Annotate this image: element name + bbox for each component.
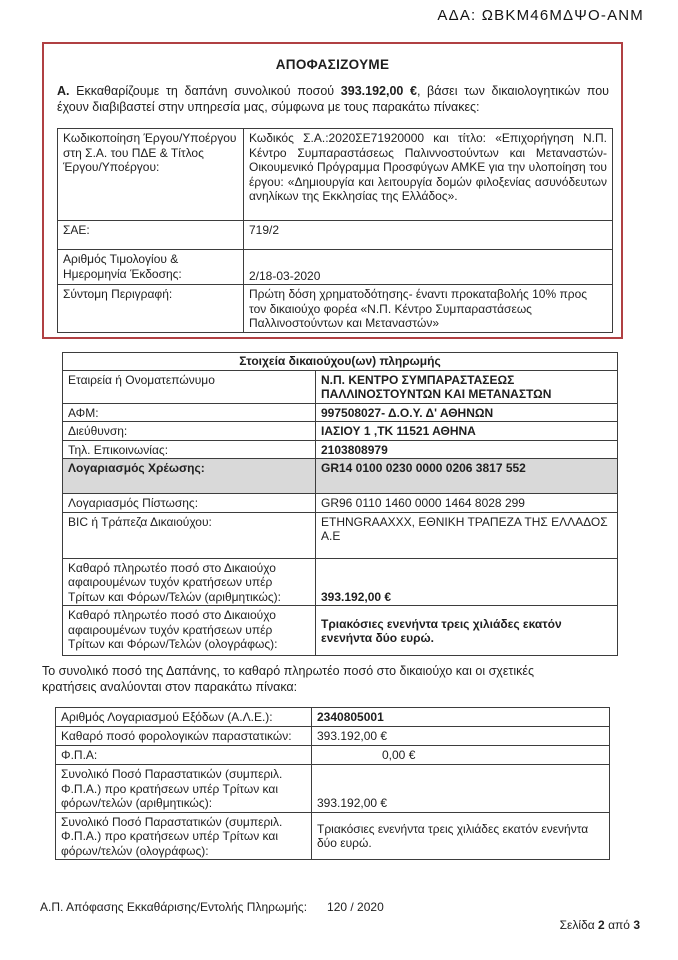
row-value: 997508027- Δ.Ο.Υ. Δ' ΑΘΗΝΩΝ xyxy=(316,403,618,422)
row-value: Κωδικός Σ.Α.:2020ΣΕ71920000 και τίτλο: «Επιχορήγηση Ν.Π. Κέντρο Συμπαραστάσεως Παλιννοστούντων και Μεταναστών- Οικουμενικό Πρόγραμμα Προσφύγων ΑΜΚΕ για την υλοποίηση του έργου: «Δημιουργία και λειτουργία δομών φιλοξενίας ασυνόδευτων ανηλίκων της Εκκλησίας της Ελλάδος». xyxy=(244,129,613,221)
decision-reference-line xyxy=(40,900,384,914)
table-row xyxy=(58,221,613,250)
table-row xyxy=(63,512,618,558)
row-label: Λογαριασμός Χρέωσης: xyxy=(63,459,316,494)
table-row xyxy=(56,727,610,746)
reference-value: 120 / 2020 xyxy=(327,900,384,914)
row-label: Διεύθυνση: xyxy=(63,422,316,441)
ada-code: ΑΔΑ: ΩΒΚΜ46ΜΔΨΟ-ΑΝΜ xyxy=(437,7,644,24)
analysis-table xyxy=(55,707,610,860)
row-value: 0,00 € xyxy=(312,746,610,765)
row-label: Κωδικοποίηση Έργου/Υποέργου στη Σ.Α. του ΠΔΕ & Τίτλος Έργου/Υποέργου: xyxy=(58,129,244,221)
row-label: Αριθμός Τιμολογίου & Ημερομηνία Έκδοσης: xyxy=(58,250,244,285)
row-label: ΑΦΜ: xyxy=(63,403,316,422)
intro-prefix: Α. xyxy=(57,84,70,98)
row-label: ΣΑΕ: xyxy=(58,221,244,250)
row-value: 2/18-03-2020 xyxy=(244,250,613,285)
page-of-word: από xyxy=(608,918,630,932)
row-label: Αριθμός Λογαριασμού Εξόδων (Α.Λ.Ε.): xyxy=(56,708,312,727)
table-row-debit-account xyxy=(63,459,618,494)
row-label: Τηλ. Επικοινωνίας: xyxy=(63,440,316,459)
row-label: Καθαρό πληρωτέο ποσό στο Δικαιούχο αφαιρουμένων τυχόν κρατήσεων υπέρ Τρίτων και Φόρων/Τελών (ολογράφως): xyxy=(63,606,316,656)
table-row xyxy=(63,558,618,606)
row-value: 393.192,00 € xyxy=(312,765,610,813)
row-label: BIC ή Τράπεζα Δικαιούχου: xyxy=(63,512,316,558)
row-label: Καθαρό πληρωτέο ποσό στο Δικαιούχο αφαιρουμένων τυχόν κρατήσεων υπέρ Τρίτων και Φόρων/Τελών (αριθμητικώς): xyxy=(63,558,316,606)
row-value: GR96 0110 1460 0000 1464 8028 299 xyxy=(316,494,618,513)
decision-highlight-box xyxy=(42,42,623,339)
page-total: 3 xyxy=(633,918,640,932)
row-label: Λογαριασμός Πίστωσης: xyxy=(63,494,316,513)
table-row xyxy=(56,812,610,860)
row-label: Συνολικό Ποσό Παραστατικών (συμπεριλ. Φ.Π.Α.) προ κρατήσεων υπέρ Τρίτων και φόρων/τελών (ολογράφως): xyxy=(56,812,312,860)
page-number xyxy=(560,918,640,932)
row-value: Πρώτη δόση χρηματοδότησης- έναντι προκαταβολής 10% προς τον δικαιούχο φορέα «Ν.Π. Κέντρο Συμπαραστάσεως Παλλινοστούντων και Μεταναστών» xyxy=(244,285,613,333)
analysis-intro-paragraph: Το συνολικό ποσό της Δαπάνης, το καθαρό πληρωτέο ποσό στο δικαιούχο και οι σχετικές κρατήσεις αναλύονται στον παρακάτω πίνακα: xyxy=(42,663,534,694)
row-value: 2103808979 xyxy=(316,440,618,459)
project-table xyxy=(57,128,613,333)
table-row xyxy=(63,494,618,513)
table-row xyxy=(56,765,610,813)
decision-title: ΑΠΟΦΑΣΙΖΟΥΜΕ xyxy=(275,57,390,72)
beneficiary-table-title: Στοιχεία δικαιούχου(ων) πληρωμής xyxy=(63,353,618,371)
decision-intro-paragraph xyxy=(57,83,609,115)
row-value: Τριακόσιες ενενήντα τρεις χιλιάδες εκατόν ενενήντα δύο ευρώ. xyxy=(312,812,610,860)
table-row xyxy=(56,708,610,727)
table-header-row xyxy=(63,353,618,371)
page-word: Σελίδα xyxy=(559,918,595,932)
row-label: Συνολικό Ποσό Παραστατικών (συμπεριλ. Φ.Π.Α.) προ κρατήσεων υπέρ Τρίτων και φόρων/τελών (αριθμητικώς): xyxy=(56,765,312,813)
row-value: GR14 0100 0230 0000 0206 3817 552 xyxy=(316,459,618,494)
row-value: Ν.Π. ΚΕΝΤΡΟ ΣΥΜΠΑΡΑΣΤΑΣΕΩΣ ΠΑΛΛΙΝΟΣΤΟΥΝΤΩΝ ΚΑΙ ΜΕΤΑΝΑΣΤΩΝ xyxy=(316,370,618,403)
table-row xyxy=(56,746,610,765)
table-row xyxy=(63,422,618,441)
page-current: 2 xyxy=(598,918,605,932)
row-value: 2340805001 xyxy=(312,708,610,727)
row-value: Τριακόσιες ενενήντα τρεις χιλιάδες εκατόν ενενήντα δύο ευρώ. xyxy=(316,606,618,656)
intro-text-after-amount: , βάσει των δικαιολογητικών που έχουν διαβιβαστεί στην υπηρεσία μας, σύμφωνα με τους παρακάτω πίνακες: xyxy=(57,84,610,114)
table-row xyxy=(63,370,618,403)
row-value: ΙΑΣΙΟΥ 1 ,ΤΚ 11521 ΑΘΗΝΑ xyxy=(316,422,618,441)
row-value: 719/2 xyxy=(244,221,613,250)
beneficiary-table xyxy=(62,352,618,656)
table-row xyxy=(58,250,613,285)
table-row xyxy=(63,440,618,459)
table-row xyxy=(63,606,618,656)
row-label: Εταιρεία ή Ονοματεπώνυμο xyxy=(63,370,316,403)
row-value: 393.192,00 € xyxy=(312,727,610,746)
table-row xyxy=(58,285,613,333)
reference-label: Α.Π. Απόφασης Εκκαθάρισης/Εντολής Πληρωμής: xyxy=(40,900,308,914)
row-value: 393.192,00 € xyxy=(316,558,618,606)
table-row xyxy=(63,403,618,422)
intro-text-before-amount: Εκκαθαρίζουμε τη δαπάνη συνολικού ποσού xyxy=(76,84,335,98)
row-label: Φ.Π.Α: xyxy=(56,746,312,765)
table-row xyxy=(58,129,613,221)
row-label: Σύντομη Περιγραφή: xyxy=(58,285,244,333)
intro-amount: 393.192,00 € xyxy=(340,84,417,98)
row-value: ETHNGRAAXXX, ΕΘΝΙΚΗ ΤΡΑΠΕΖΑ ΤΗΣ ΕΛΛΑΔΟΣ Α.Ε xyxy=(316,512,618,558)
row-label: Καθαρό ποσό φορολογικών παραστατικών: xyxy=(56,727,312,746)
